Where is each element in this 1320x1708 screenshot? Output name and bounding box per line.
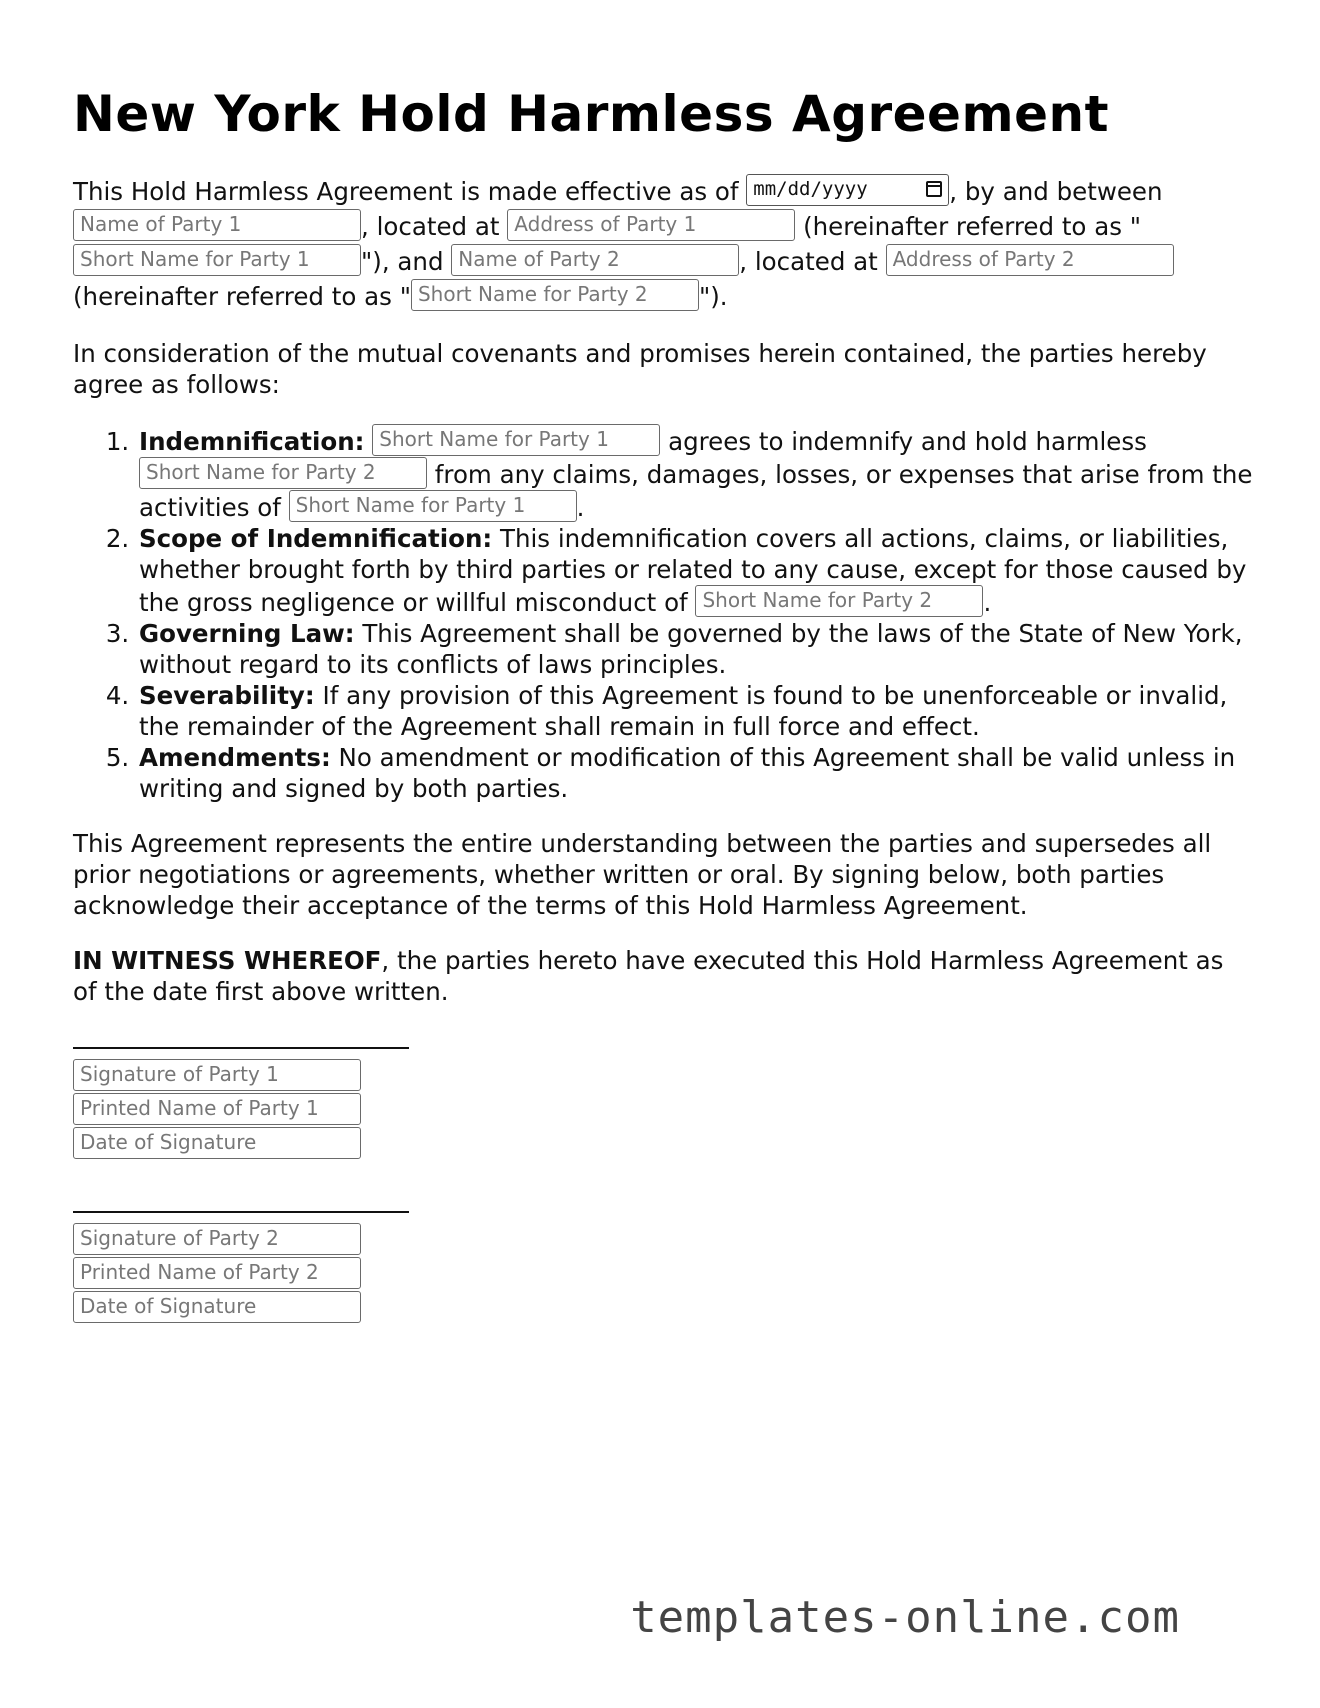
intro-paragraph	[73, 174, 1253, 314]
party1-signature-input[interactable]: Signature of Party 1	[73, 1059, 361, 1091]
party2-signature-input[interactable]: Signature of Party 2	[73, 1223, 361, 1255]
clause-text: .	[983, 588, 992, 617]
clause-list	[73, 424, 1253, 804]
clause-text: agrees to indemnify and hold harmless	[660, 427, 1147, 456]
clause-text: This indemnification covers all actions, claims, or liabilities, whether brought forth by third parties or related to any cause, except for those caused by the gross negligence or willful misconduct of	[139, 524, 1247, 617]
clause-heading: Scope of Indemnification:	[139, 524, 493, 553]
witness-heading: IN WITNESS WHEREOF	[73, 946, 382, 975]
clause-text: from any claims, damages, losses, or expenses that arise from the activities of	[139, 460, 1253, 522]
clause-text: .	[576, 493, 585, 522]
intro-text: "), and	[361, 247, 452, 276]
party1-signature-date-input[interactable]: Date of Signature	[73, 1127, 361, 1159]
party2-signature-date-input[interactable]: Date of Signature	[73, 1291, 361, 1323]
party1-printed-name-input[interactable]: Printed Name of Party 1	[73, 1093, 361, 1125]
clause-heading: Indemnification:	[139, 427, 365, 456]
effective-date-input[interactable]	[746, 174, 949, 206]
party2-short-name-input[interactable]: Short Name for Party 2	[411, 279, 699, 311]
clause-heading: Severability:	[139, 681, 315, 710]
intro-text: ").	[698, 282, 728, 311]
party2-printed-name-input[interactable]: Printed Name of Party 2	[73, 1257, 361, 1289]
intro-text: (hereinafter referred to as "	[73, 282, 411, 311]
party1-address-input[interactable]: Address of Party 1	[507, 209, 795, 241]
clause-heading: Governing Law:	[139, 619, 355, 648]
indemnitor-short-name-input[interactable]: Short Name for Party 1	[372, 424, 660, 456]
witness-paragraph	[73, 945, 1253, 1007]
intro-text: , located at	[361, 212, 508, 241]
signature-fields	[73, 1223, 1253, 1323]
clause-severability	[137, 680, 1253, 742]
party1-name-input[interactable]: Name of Party 1	[73, 209, 361, 241]
document	[73, 84, 1253, 1325]
party1-short-name-input[interactable]: Short Name for Party 1	[73, 244, 361, 276]
consideration-paragraph: In consideration of the mutual covenants and promises herein contained, the parties hereby agree as follows:	[73, 339, 1207, 399]
date-placeholder: mm/dd/yyyy	[753, 178, 868, 200]
signature-line	[73, 1211, 409, 1213]
clause-scope	[137, 523, 1253, 618]
intro-text: , located at	[739, 247, 886, 276]
intro-text: (hereinafter referred to as "	[795, 212, 1142, 241]
signature-line	[73, 1047, 409, 1049]
misconduct-party-short-name-input[interactable]: Short Name for Party 2	[695, 585, 983, 617]
clause-text: No amendment or modification of this Agreement shall be valid unless in writing and signed by both parties.	[139, 743, 1236, 803]
entire-agreement-paragraph: This Agreement represents the entire understanding between the parties and supersedes all prior negotiations or agreements, whether written or oral. By signing below, both parties acknowledge their acceptance of the terms of this Hold Harmless Agreement.	[73, 829, 1212, 920]
witness-text: , the parties hereto have executed this Hold Harmless Agreement as of the date first above written.	[73, 946, 1224, 1006]
signature-fields	[73, 1059, 1253, 1159]
signature-block-party2	[73, 1211, 1253, 1323]
watermark: templates-online.com	[630, 1592, 1180, 1643]
intro-text: , by and between	[949, 177, 1163, 206]
calendar-icon[interactable]	[926, 181, 942, 197]
signature-block-party1	[73, 1047, 1253, 1159]
intro-text: This Hold Harmless Agreement is made effective as of	[73, 177, 747, 206]
page-title: New York Hold Harmless Agreement	[73, 85, 1109, 143]
clause-text: If any provision of this Agreement is found to be unenforceable or invalid, the remainder of the Agreement shall remain in full force and effect.	[139, 681, 1228, 741]
clause-amendments	[137, 742, 1253, 804]
clause-heading: Amendments:	[139, 743, 331, 772]
clause-indemnification	[137, 424, 1253, 523]
clause-governing-law	[137, 618, 1253, 680]
clause-text: This Agreement shall be governed by the laws of the State of New York, without regard to its conflicts of laws principles.	[139, 619, 1243, 679]
activities-party-short-name-input[interactable]: Short Name for Party 1	[289, 490, 577, 522]
party2-address-input[interactable]: Address of Party 2	[886, 244, 1174, 276]
indemnitee-short-name-input[interactable]: Short Name for Party 2	[139, 457, 427, 489]
party2-name-input[interactable]: Name of Party 2	[451, 244, 739, 276]
